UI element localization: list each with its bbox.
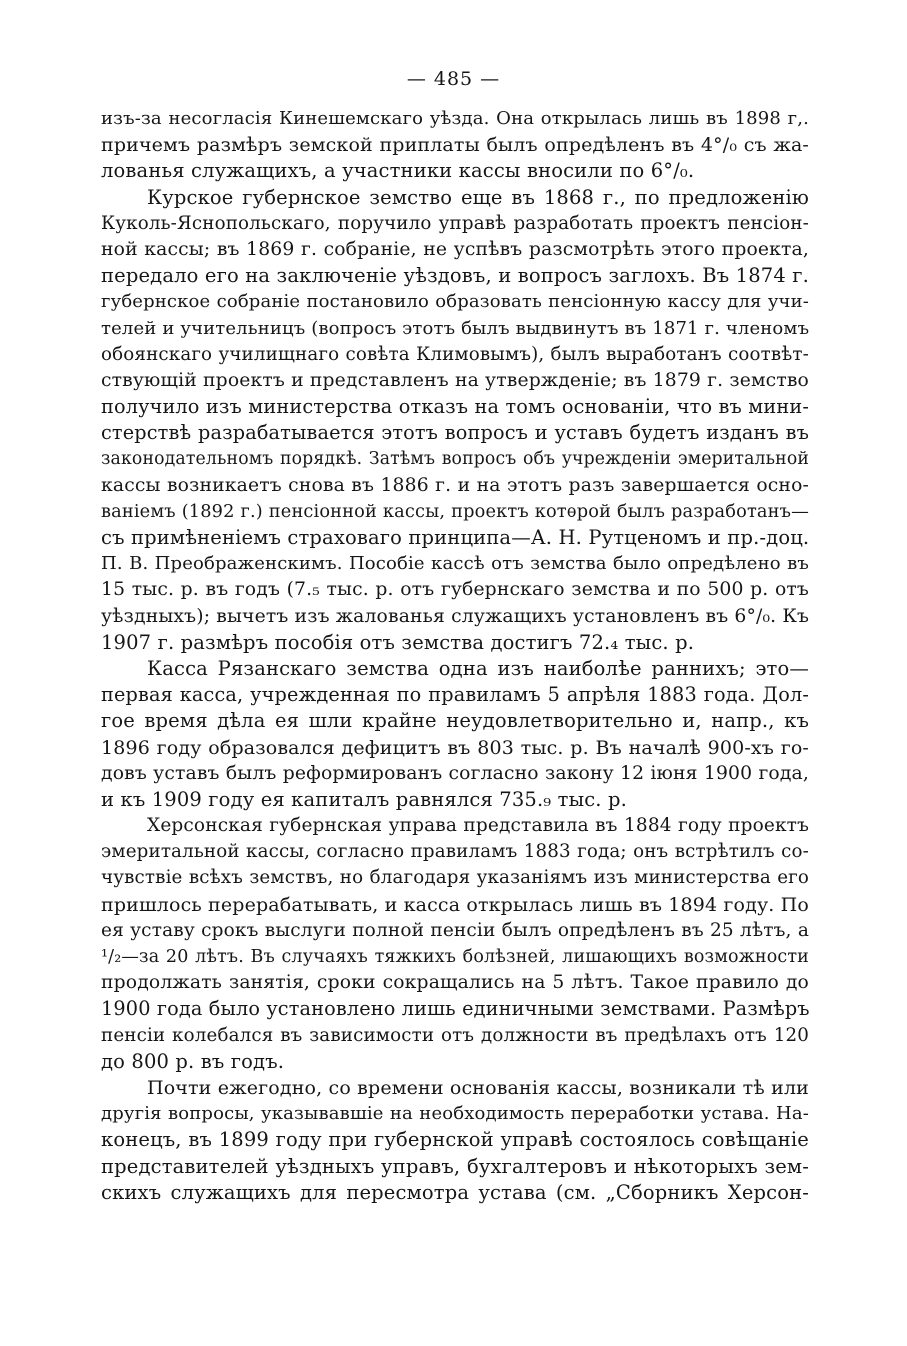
text-line: съ примѣненіемъ страховаго принципа—А. Н. Рутценомъ и пр.-доц. — [101, 526, 810, 549]
text-line: обоянскаго училищнаго совѣта Климовымъ), былъ выработанъ соотвѣт- — [101, 343, 809, 365]
text-line: Касса Рязанскаго земства одна изъ наиболѣе раннихъ; это— — [147, 656, 809, 680]
text-line: губернское собраніе постановило образовать пенсіонную кассу для учи- — [101, 291, 809, 313]
text-line: ствующій проектъ и представленъ на утвержденіе; въ 1879 г. земство — [101, 369, 809, 391]
text-line: Куколь-Яснопольскаго, поручило управѣ разработать проектъ пенсіон- — [101, 212, 809, 234]
text-line: П. В. Преображенскимъ. Пособіе кассѣ отъ земства было опредѣлено въ — [101, 553, 809, 575]
text-line: 1907 г. размѣръ пособія отъ земства достигъ 72.₄ тыс. р. — [101, 630, 695, 654]
text-line: лованья служащихъ, а участники кассы вносили по 6°/₀. — [101, 159, 695, 183]
text-line: ¹/₂—за 20 лѣтъ. Въ случаяхъ тяжкихъ болѣзней, лишающихъ возможности — [101, 947, 809, 967]
text-line: эмеритальной кассы, согласно правиламъ 1883 года; онъ встрѣтилъ со- — [101, 841, 809, 863]
paragraph — [101, 656, 809, 813]
text-line: скихъ служащихъ для пересмотра устава (см. „Сборникъ Херсон- — [101, 1180, 809, 1204]
text-line: законодательномъ порядкѣ. Затѣмъ вопросъ объ учрежденіи эмеритальной — [101, 449, 809, 470]
text-line: продолжать занятія, сроки сокращались на 5 лѣтъ. Такое правило до — [101, 972, 809, 994]
text-line: получило изъ министерства отказъ на томъ основаніи, что въ мини- — [101, 395, 809, 419]
text-line: чувствіе всѣхъ земствъ, но благодаря указаніямъ изъ министерства его — [101, 867, 809, 889]
paragraph — [101, 1075, 809, 1206]
text-line: ной кассы; въ 1869 г. собраніе, не успѣвъ разсмотрѣть этого проекта, — [101, 238, 809, 260]
text-line: изъ-за несогласія Кинешемскаго уѣзда. Она открылась лишь въ 1898 г,. — [101, 108, 809, 129]
text-line: представителей уѣздныхъ управъ, бухгалтеровъ и нѣкоторыхъ зем- — [101, 1154, 809, 1178]
paragraph — [101, 813, 809, 1075]
page-number: — 485 — — [406, 68, 501, 90]
text-line: Херсонская губернская управа представила въ 1884 году проектъ — [147, 815, 809, 837]
text-line: передало его на заключеніе уѣздовъ, и вопросъ заглохъ. Въ 1874 г. — [101, 264, 809, 288]
text-line: Почти ежегодно, со времени основанія кассы, возникали тѣ или — [147, 1076, 809, 1099]
text-line: гое время дѣла ея шли крайне неудовлетворительно и, напр., къ — [101, 709, 809, 733]
text-line: до 800 р. въ годъ. — [101, 1049, 285, 1073]
text-line: конецъ, въ 1899 году при губернской управѣ состоялось совѣщаніе — [101, 1128, 809, 1152]
text-line: кассы возникаетъ снова въ 1886 г. и на этотъ разъ завершается осно- — [101, 474, 809, 496]
text-line: причемъ размѣръ земской приплаты былъ опредѣленъ въ 4°/₀ съ жа- — [101, 134, 809, 157]
text-line: ваніемъ (1892 г.) пенсіонной кассы, проектъ котѳрой былъ разработанъ— — [101, 501, 809, 522]
body-text — [101, 106, 809, 1206]
text-line: другія вопросы, указывавшіе на необходимость переработки устава. На- — [101, 1103, 809, 1125]
paragraph — [101, 106, 809, 185]
text-line: пенсіи колебался въ зависимости отъ должности въ предѣлахъ отъ 120 — [101, 1024, 809, 1046]
text-line: ея уставу срокъ выслуги полной пенсіи былъ опредѣленъ въ 25 лѣтъ, а — [101, 919, 809, 941]
text-line: довъ уставъ былъ реформированъ согласно закону 12 іюня 1900 года, — [101, 762, 809, 784]
text-line: 15 тыс. р. въ годъ (7.₅ тыс. р. отъ губернскаго земства и по 500 р. отъ — [101, 579, 809, 601]
text-line: пришлось перерабатывать, и касса открылась лишь въ 1894 году. По — [101, 893, 809, 916]
text-line: стерствѣ разрабатывается этотъ вопросъ и уставъ будетъ изданъ въ — [101, 421, 809, 445]
text-line: телей и учительницъ (вопросъ этотъ былъ выдвинутъ въ 1871 г. членомъ — [101, 317, 810, 339]
text-line: 1896 году образовался дефицитъ въ 803 тыс. р. Въ началѣ 900-хъ го- — [101, 736, 809, 759]
text-line: 1900 года было установлено лишь единичными земствами. Размѣръ — [101, 997, 810, 1021]
text-line: первая касса, учрежденная по правиламъ 5 апрѣля 1883 года. Дол- — [101, 683, 809, 707]
paragraph — [101, 185, 809, 656]
text-line: уѣздныхъ); вычетъ изъ жалованья служащихъ установленъ въ 6°/₀. Къ — [101, 605, 810, 627]
text-line: Курское губернское земство еще въ 1868 г., по предложенію — [147, 185, 809, 209]
text-line: и къ 1909 году ея капиталъ равнялся 735.₉ тыс. р. — [101, 787, 627, 811]
